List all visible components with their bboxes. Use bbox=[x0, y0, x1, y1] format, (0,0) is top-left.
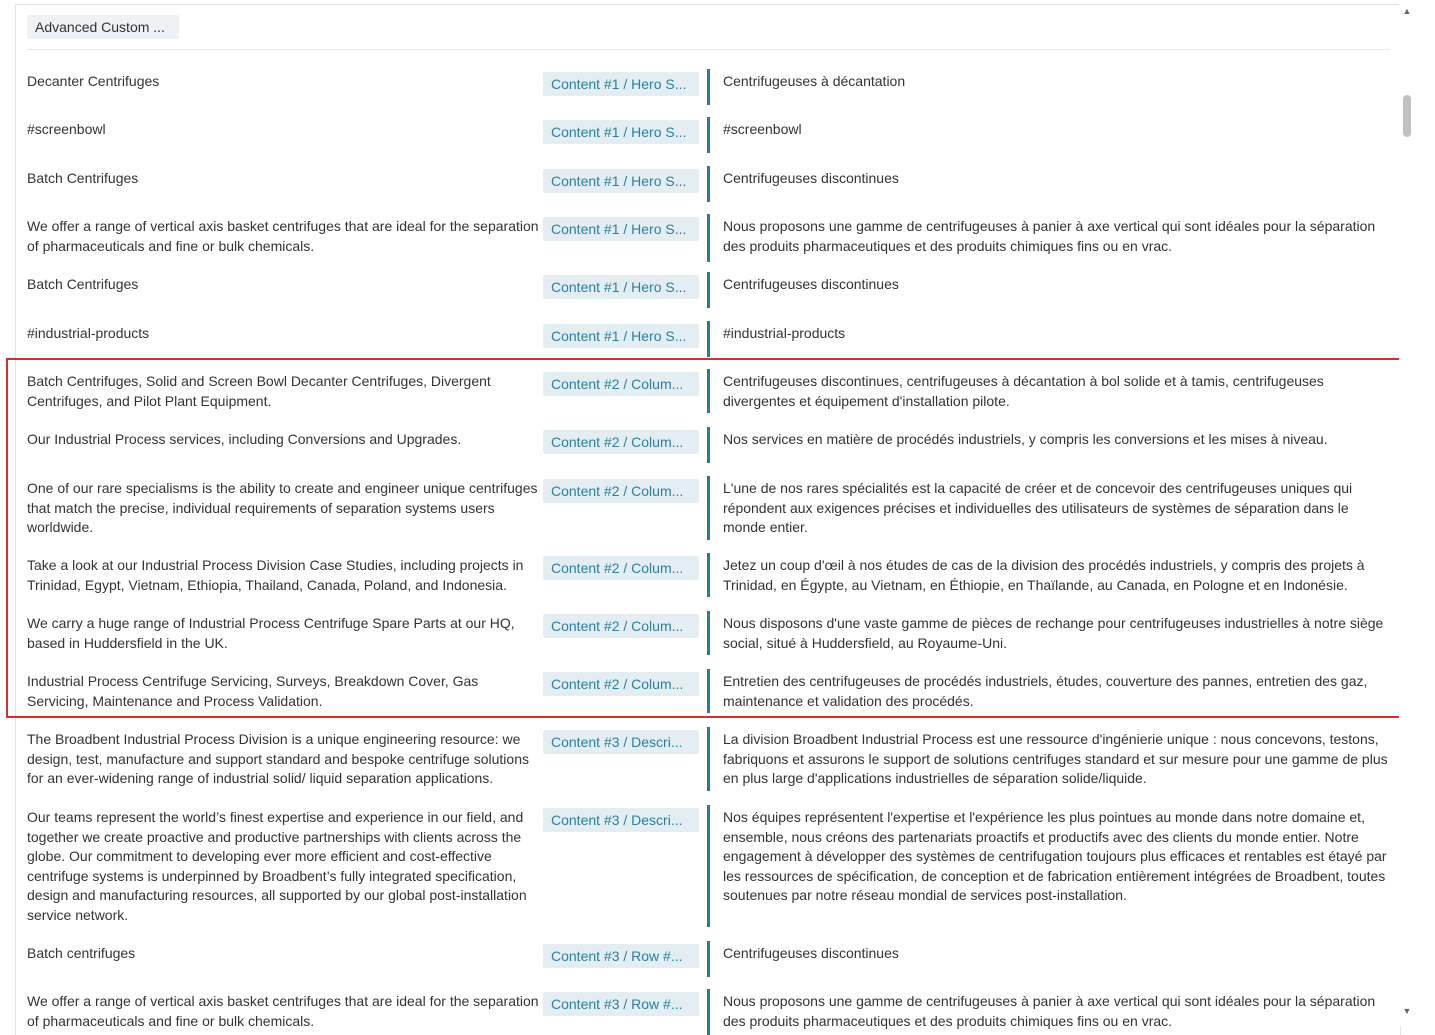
segment-divider bbox=[707, 989, 710, 1035]
segment-divider bbox=[707, 166, 710, 202]
header-divider bbox=[27, 49, 1390, 50]
segment-tag[interactable]: Content #1 / Hero S... bbox=[543, 217, 699, 241]
target-text[interactable]: L'une de nos rares spécialités est la capacité de créer et de concevoir des centrifugeuses uniques qui répondent aux exigences précises et individuelles des utilisateurs de systèmes de séparation dans le monde entier. bbox=[723, 480, 1353, 535]
segment-tag[interactable]: Content #1 / Hero S... bbox=[543, 324, 699, 348]
target-text[interactable]: Centrifugeuses discontinues, centrifugeuses à décantation à bol solide et à tamis, centrifugeuses divergentes et équipement d'installation pilote. bbox=[723, 373, 1324, 409]
segment-divider bbox=[707, 805, 710, 927]
target-text[interactable]: Nous disposons d'une vaste gamme de pièces de rechange pour centrifugeuses industrielles à notre siège social, situé à Huddersfield, au Royaume-Uni. bbox=[723, 615, 1384, 651]
segment-divider bbox=[707, 272, 710, 308]
segment-tag[interactable]: Content #1 / Hero S... bbox=[543, 169, 699, 193]
segment-divider bbox=[707, 69, 710, 105]
target-text[interactable]: Jetez un coup d'œil à nos études de cas de la division des procédés industriels, y compris des projets à Trinidad, en Égypte, au Vietnam, en Éthiopie, en Thaïlande, au Canada, en Pologne et en Indonésie. bbox=[723, 557, 1365, 593]
segment-divider bbox=[707, 321, 710, 357]
target-text[interactable]: Nous proposons une gamme de centrifugeuses à panier à axe vertical qui sont idéales pour la séparation des produits pharmaceutiques et des produits chimiques fins ou en vrac. bbox=[723, 993, 1376, 1029]
source-text: Decanter Centrifuges bbox=[27, 73, 160, 89]
segment-tag[interactable]: Content #2 / Colum... bbox=[543, 672, 699, 696]
segment-tag[interactable]: Content #3 / Row #... bbox=[543, 944, 699, 968]
segment-divider bbox=[707, 427, 710, 463]
source-text: #screenbowl bbox=[27, 121, 106, 137]
vertical-scrollbar[interactable] bbox=[1399, 0, 1415, 1026]
source-text: Batch Centrifuges bbox=[27, 276, 139, 292]
segment-divider bbox=[707, 727, 710, 791]
target-text[interactable]: #industrial-products bbox=[723, 325, 846, 341]
segment-divider bbox=[707, 476, 710, 540]
target-text[interactable]: Centrifugeuses discontinues bbox=[723, 276, 899, 292]
source-text: Industrial Process Centrifuge Servicing, Surveys, Breakdown Cover, Gas Servicing, Maintenance and Process Validation. bbox=[27, 673, 479, 709]
source-text: We offer a range of vertical axis basket centrifuges that are ideal for the separation of pharmaceuticals and fine or bulk chemicals. bbox=[27, 993, 539, 1029]
segment-tag[interactable]: Content #2 / Colum... bbox=[543, 372, 699, 396]
source-text: The Broadbent Industrial Process Division is a unique engineering resource: we design, test, manufacture and support standard and bespoke centrifuge solutions for an ever-widening range of industrial solid/ liquid separation applications. bbox=[27, 731, 529, 786]
triangle-up-icon[interactable]: ▲ bbox=[1402, 6, 1412, 16]
segment-tag[interactable]: Content #3 / Descri... bbox=[543, 808, 699, 832]
triangle-down-icon[interactable]: ▼ bbox=[1402, 1006, 1412, 1016]
source-text: #industrial-products bbox=[27, 325, 150, 341]
segment-divider bbox=[707, 941, 710, 977]
segment-tag[interactable]: Content #2 / Colum... bbox=[543, 479, 699, 503]
segment-divider bbox=[707, 117, 710, 153]
source-text: Take a look at our Industrial Process Division Case Studies, including projects in Trinidad, Egypt, Vietnam, Ethiopia, Thailand, Canada, Poland, and Indonesia. bbox=[27, 557, 524, 593]
segment-divider bbox=[707, 553, 710, 597]
source-text: We offer a range of vertical axis basket centrifuges that are ideal for the separation of pharmaceuticals and fine or bulk chemicals. bbox=[27, 218, 539, 254]
target-text[interactable]: Centrifugeuses discontinues bbox=[723, 170, 899, 186]
group-chip[interactable]: Advanced Custom ... bbox=[27, 15, 179, 39]
segment-divider bbox=[707, 669, 710, 713]
target-text[interactable]: Nos services en matière de procédés industriels, y compris les conversions et les mises à niveau. bbox=[723, 431, 1328, 447]
segment-divider bbox=[707, 611, 710, 655]
target-text[interactable]: Centrifugeuses discontinues bbox=[723, 945, 899, 961]
source-text: Our teams represent the world’s finest expertise and experience in our field, and together we create proactive and productive partnerships with clients across the globe. Our commitment to developing ever more efficient and cost-effective centrifuge systems is underpinned by Broadbent’s fully integrated specification, design and manufacturing resources, all supported by our global post-installation service network. bbox=[27, 809, 527, 923]
segment-tag[interactable]: Content #1 / Hero S... bbox=[543, 72, 699, 96]
translation-panel bbox=[15, 4, 1401, 1035]
segment-tag[interactable]: Content #1 / Hero S... bbox=[543, 120, 699, 144]
source-text: One of our rare specialisms is the ability to create and engineer unique centrifuges that match the precise, individual requirements of separation systems users worldwide. bbox=[27, 480, 538, 535]
source-text: We carry a huge range of Industrial Process Centrifuge Spare Parts at our HQ, based in Huddersfield in the UK. bbox=[27, 615, 515, 651]
target-text[interactable]: La division Broadbent Industrial Process est une ressource d'ingénierie unique : nous concevons, testons, fabriquons et assurons le support de solutions centrifuges standard et sur mesure pour une gamme de plus en plus large d'applications industrielles de séparation solide/liquide. bbox=[723, 731, 1388, 786]
source-text: Our Industrial Process services, including Conversions and Upgrades. bbox=[27, 431, 462, 447]
segment-divider bbox=[707, 369, 710, 413]
target-text[interactable]: Nous proposons une gamme de centrifugeuses à panier à axe vertical qui sont idéales pour la séparation des produits pharmaceutiques et des produits chimiques fins ou en vrac. bbox=[723, 218, 1376, 254]
target-text[interactable]: #screenbowl bbox=[723, 121, 802, 137]
scrollbar-thumb[interactable] bbox=[1403, 95, 1411, 137]
segment-tag[interactable]: Content #3 / Row #... bbox=[543, 992, 699, 1016]
target-text[interactable]: Nos équipes représentent l'expertise et l'expérience les plus pointues au monde dans notre domaine et, ensemble, nous créons des partenariats proactifs et productifs avec des clients du monde entier. Notre engagement à développer des systèmes de centrifugation toujours plus efficaces et rentables est étayé par les ressources de spécification, de conception et de fabrication entièrement intégrées de Broadbent, toutes soutenues par notre réseau mondial de services post-installation. bbox=[723, 809, 1387, 903]
segment-tag[interactable]: Content #2 / Colum... bbox=[543, 556, 699, 580]
segment-tag[interactable]: Content #2 / Colum... bbox=[543, 430, 699, 454]
segment-tag[interactable]: Content #2 / Colum... bbox=[543, 614, 699, 638]
segment-tag[interactable]: Content #3 / Descri... bbox=[543, 730, 699, 754]
target-text[interactable]: Centrifugeuses à décantation bbox=[723, 73, 906, 89]
source-text: Batch Centrifuges bbox=[27, 170, 139, 186]
segment-tag[interactable]: Content #1 / Hero S... bbox=[543, 275, 699, 299]
source-text: Batch centrifuges bbox=[27, 945, 136, 961]
segment-divider bbox=[707, 214, 710, 262]
source-text: Batch Centrifuges, Solid and Screen Bowl Decanter Centrifuges, Divergent Centrifuges, and Pilot Plant Equipment. bbox=[27, 373, 491, 409]
target-text[interactable]: Entretien des centrifugeuses de procédés industriels, études, couverture des pannes, entretien des gaz, maintenance et validation des procédés. bbox=[723, 673, 1368, 709]
